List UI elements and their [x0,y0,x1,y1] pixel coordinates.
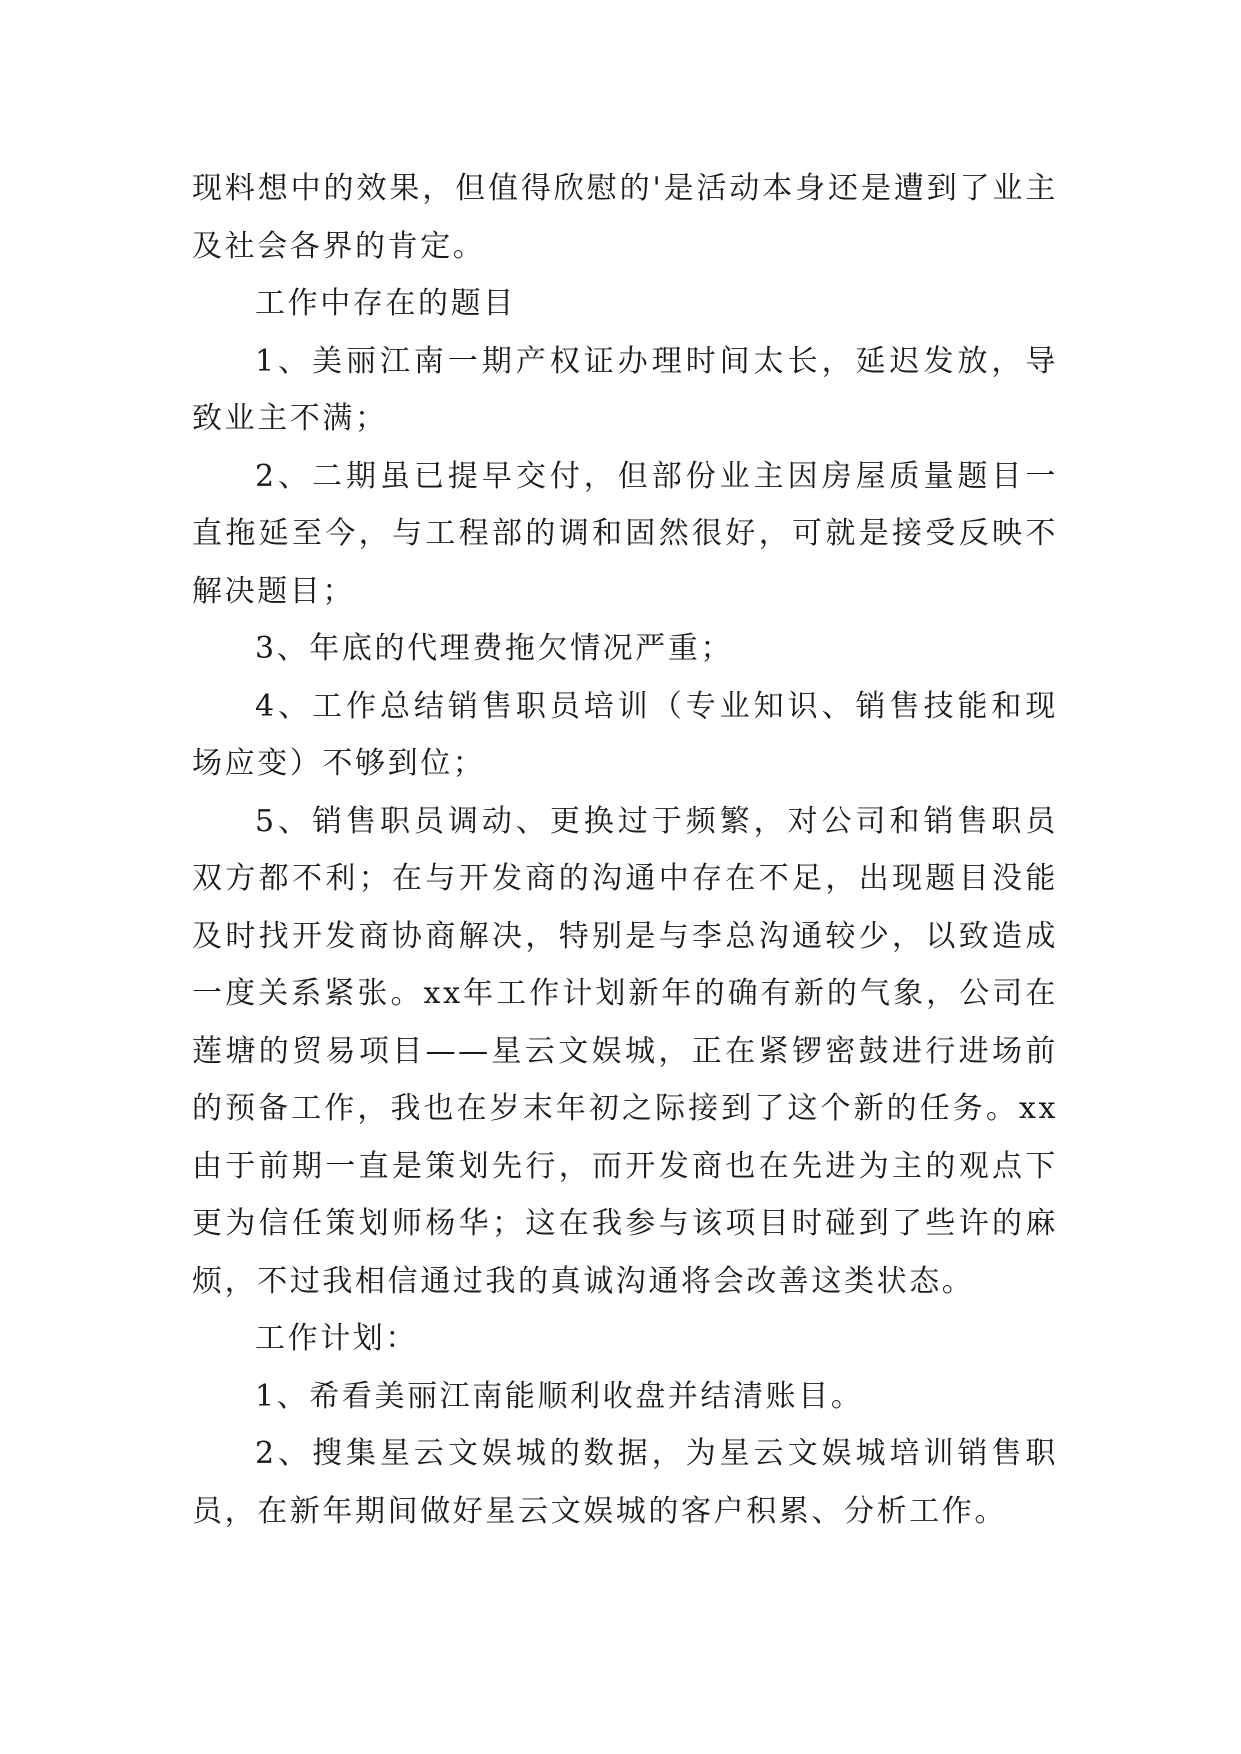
problem-item-4: 4、工作总结销售职员培训（专业知识、销售技能和现场应变）不够到位； [192,688,1058,781]
paragraph-continuation: 现料想中的效果，但值得欣慰的'是活动本身还是遭到了业主及社会各界的肯定。 [192,171,1058,264]
plan-item-2: 2、搜集星云文娱城的数据，为星云文娱城培训销售职员，在新年期间做好星云文娱城的客户积累、分析工作。 [192,1436,1058,1529]
section-heading-plan: 工作计划： [255,1321,418,1356]
document-body [192,160,1058,1540]
problem-item-3: 3、年底的代理费拖欠情况严重； [255,631,734,666]
plan-item-1: 1、希看美丽江南能顺利收盘并结清账目。 [255,1378,864,1414]
problem-item-2: 2、二期虽已提早交付，但部份业主因房屋质量题目一直拖延至今，与工程部的调和固然很好，可就是接受反映不解决题目； [192,458,1058,609]
section-heading-problems: 工作中存在的题目 [255,286,516,321]
problem-item-1: 1、美丽江南一期产权证办理时间太长，延迟发放，导致业主不满； [192,343,1058,436]
problem-item-5: 5、销售职员调动、更换过于频繁，对公司和销售职员双方都不利；在与开发商的沟通中存在不足，出现题目没能及时找开发商协商解决，特别是与李总沟通较少，以致造成一度关系紧张。xx年工作计划新年的确有新的气象，公司在莲塘的贸易项目——星云文娱城，正在紧锣密鼓进行进场前的预备工作，我也在岁末年初之际接到了这个新的任务。xx由于前期一直是策划先行，而开发商也在先进为主的观点下更为信任策划师杨华；这在我参与该项目时碰到了些许的麻烦，不过我相信通过我的真诚沟通将会改善这类状态。 [192,803,1058,1299]
